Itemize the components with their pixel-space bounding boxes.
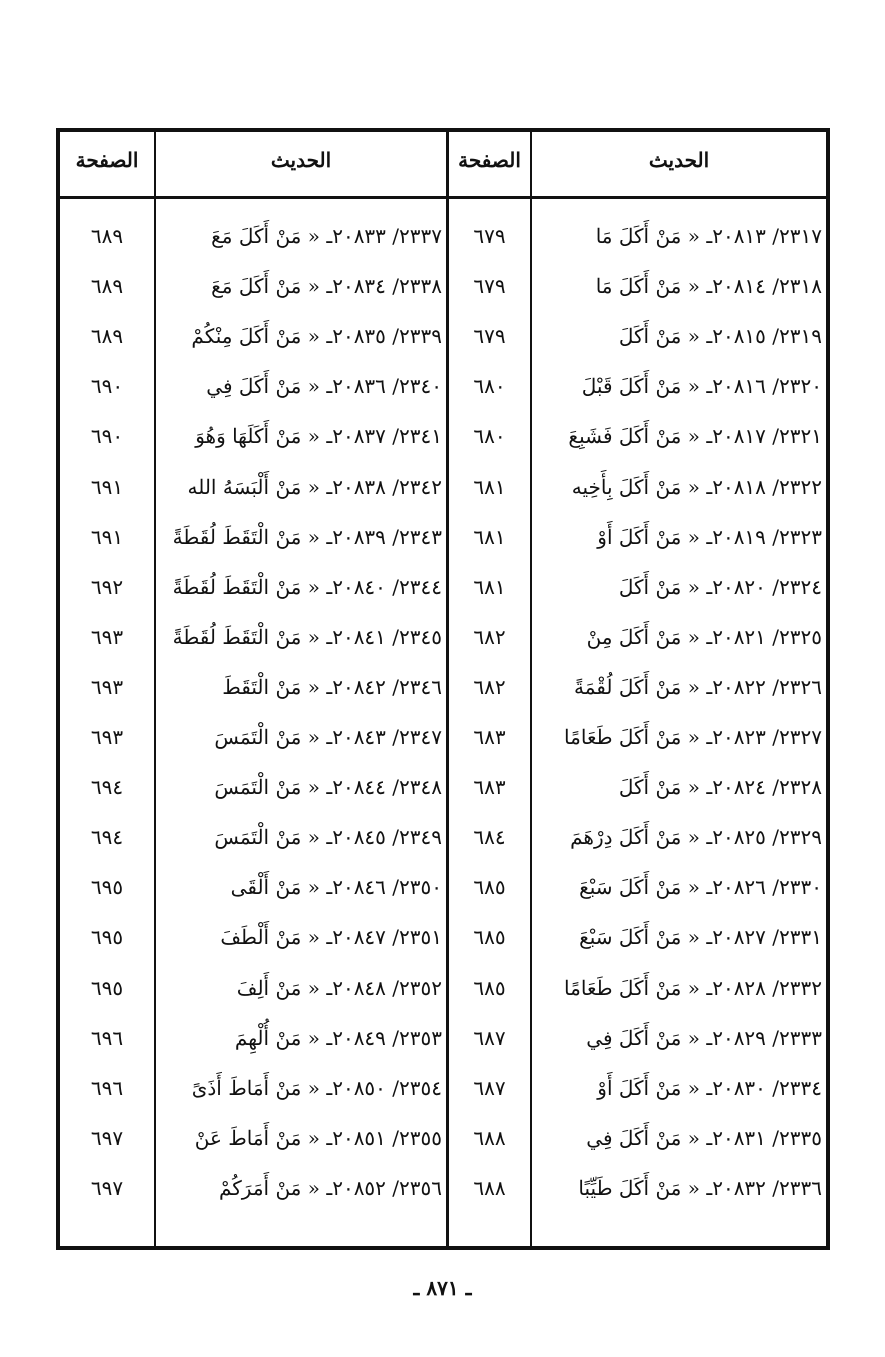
hadith-right-cell: ٢٣٢٣/ ٢٠٨١٩ـ « مَنْ أَكَلَ أَوْ [597,524,822,549]
hadith-left-cell: ٢٣٤٩/ ٢٠٨٤٥ـ « مَنْ الْتَمَسَ [214,825,442,850]
index-table [56,128,830,1250]
page-right-cell: ٦٨١ [473,474,506,499]
page-right-cell: ٦٧٩ [473,274,506,299]
table-row [60,1168,826,1208]
table-row [60,817,826,857]
header-page-right: الصفحة [458,148,521,172]
table-row [60,1018,826,1058]
hadith-right-cell: ٢٣١٩/ ٢٠٨١٥ـ « مَنْ أَكَلَ [618,324,822,349]
hadith-right-cell: ٢٣٣٣/ ٢٠٨٢٩ـ « مَنْ أَكَلَ فِي [586,1025,822,1050]
page-left-cell: ٦٩٣ [90,674,124,699]
page-left-cell: ٦٩٤ [90,825,124,850]
hadith-right-cell: ٢٣٣٦/ ٢٠٨٣٢ـ « مَنْ أَكَلَ طَيِّبًا [578,1175,822,1200]
page-left-cell: ٦٨٩ [90,324,124,349]
table-row [60,1118,826,1158]
page-left-cell: ٦٩٧ [90,1125,124,1150]
hadith-right-cell: ٢٣٣٢/ ٢٠٨٢٨ـ « مَنْ أَكَلَ طَعَامًا [564,975,822,1000]
hadith-left-cell: ٢٣٤٨/ ٢٠٨٤٤ـ « مَنْ الْتَمَسَ [214,775,442,800]
page-left-cell: ٦٩٧ [90,1175,124,1200]
table-row [60,467,826,507]
page-right-cell: ٦٨٢ [473,674,506,699]
hadith-left-cell: ٢٣٤١/ ٢٠٨٣٧ـ « مَنْ أَكَلَهَا وَهُوَ [195,424,442,449]
page-left-cell: ٦٨٩ [90,224,124,248]
hadith-left-cell: ٢٣٤٦/ ٢٠٨٤٢ـ « مَنْ الْتَقَطَ [222,674,442,699]
hadith-left-cell: ٢٣٤٧/ ٢٠٨٤٣ـ « مَنْ الْتَمَسَ [214,725,442,749]
page-right-cell: ٦٨٣ [473,775,506,800]
hadith-left-cell: ٢٣٣٨/ ٢٠٨٣٤ـ « مَنْ أَكَلَ مَعَ [211,274,442,299]
hadith-left-cell: ٢٣٤٢/ ٢٠٨٣٨ـ « مَنْ أَلْبَسَهُ الله [187,474,442,499]
table-row [60,416,826,456]
page-left-cell: ٦٩٣ [90,624,124,649]
hadith-right-cell: ٢٣٢٠/ ٢٠٨١٦ـ « مَنْ أَكَلَ قَبْلَ [581,374,822,399]
page-right-cell: ٦٨٣ [473,725,506,749]
hadith-left-cell: ٢٣٥١/ ٢٠٨٤٧ـ « مَنْ أَلْطَفَ [220,925,442,950]
table-header [60,132,826,199]
page-right-cell: ٦٨١ [473,524,506,549]
page-right-cell: ٦٨٧ [473,1075,506,1100]
page-right-cell: ٦٨٥ [473,925,506,950]
page-left-cell: ٦٩٢ [90,574,124,599]
hadith-right-cell: ٢٣٢٥/ ٢٠٨٢١ـ « مَنْ أَكَلَ مِنْ [586,624,822,649]
page-left-cell: ٦٩٦ [90,1075,124,1100]
hadith-left-cell: ٢٣٤٣/ ٢٠٨٣٩ـ « مَنْ الْتَقَطَ لُقَطَةً [172,524,442,549]
table-row [60,717,826,757]
page-right-cell: ٦٨٠ [473,374,506,399]
page-right-cell: ٦٨٥ [473,875,506,900]
hadith-right-cell: ٢٣٢٢/ ٢٠٨١٨ـ « مَنْ أَكَلَ بِأَخِيه [571,474,822,499]
hadith-left-cell: ٢٣٤٤/ ٢٠٨٤٠ـ « مَنْ الْتَقَطَ لُقَطَةً [172,574,442,599]
hadith-right-cell: ٢٣٢٦/ ٢٠٨٢٢ـ « مَنْ أَكَلَ لُقْمَةً [574,674,822,699]
page-number: ـ ٨٧١ ـ [413,1276,472,1300]
table-row [60,667,826,707]
page-left-cell: ٦٩٤ [90,775,124,800]
table-row [60,316,826,356]
page-right-cell: ٦٧٩ [473,224,506,248]
page-right-cell: ٦٧٩ [473,324,506,349]
hadith-left-cell: ٢٣٥٠/ ٢٠٨٤٦ـ « مَنْ أَلْقَى [230,875,442,900]
hadith-left-cell: ٢٣٥٤/ ٢٠٨٥٠ـ « مَنْ أَمَاطَ أَذَىً [191,1075,442,1100]
hadith-right-cell: ٢٣٣٥/ ٢٠٨٣١ـ « مَنْ أَكَلَ فِي [586,1125,822,1150]
hadith-left-cell: ٢٣٤٠/ ٢٠٨٣٦ـ « مَنْ أَكَلَ فِي [206,374,442,399]
page-left-cell: ٦٨٩ [90,274,124,299]
hadith-left-cell: ٢٣٥٦/ ٢٠٨٥٢ـ « مَنْ أَمَرَكُمْ [218,1175,442,1200]
hadith-right-cell: ٢٣٢٨/ ٢٠٨٢٤ـ « مَنْ أَكَلَ [618,775,822,800]
page-left-cell: ٦٩٠ [90,424,124,449]
hadith-right-cell: ٢٣٢١/ ٢٠٨١٧ـ « مَنْ أَكَلَ فَشَبِعَ [568,424,822,449]
page-right-cell: ٦٨٥ [473,975,506,1000]
page-right-cell: ٦٨٠ [473,424,506,449]
header-hadith-right: الحديث [648,148,710,172]
page-right-cell: ٦٨٢ [473,624,506,649]
hadith-right-cell: ٢٣٢٤/ ٢٠٨٢٠ـ « مَنْ أَكَلَ [618,574,822,599]
hadith-right-cell: ٢٣٢٩/ ٢٠٨٢٥ـ « مَنْ أَكَلَ دِرْهَمَ [570,825,822,850]
page-left-cell: ٦٩٥ [90,975,124,1000]
table-row [60,917,826,957]
page-left-cell: ٦٩٦ [90,1025,124,1050]
page-left-cell: ٦٩٣ [90,725,124,749]
page-right-cell: ٦٨١ [473,574,506,599]
hadith-right-cell: ٢٣٣١/ ٢٠٨٢٧ـ « مَنْ أَكَلَ سَبْعَ [579,925,822,950]
hadith-right-cell: ٢٣١٧/ ٢٠٨١٣ـ « مَنْ أَكَلَ مَا [595,224,822,248]
header-hadith-left: الحديث [270,148,332,172]
hadith-left-cell: ٢٣٥٣/ ٢٠٨٤٩ـ « مَنْ أُلْهِمَ [234,1025,442,1050]
table-row [60,767,826,807]
hadith-right-cell: ٢٣٣٤/ ٢٠٨٣٠ـ « مَنْ أَكَلَ أَوْ [597,1075,822,1100]
hadith-left-cell: ٢٣٤٥/ ٢٠٨٤١ـ « مَنْ الْتَقَطَ لُقَطَةً [172,624,442,649]
hadith-left-cell: ٢٣٥٥/ ٢٠٨٥١ـ « مَنْ أَمَاطَ عَنْ [194,1125,442,1150]
table-row [60,366,826,406]
hadith-right-cell: ٢٣٣٠/ ٢٠٨٢٦ـ « مَنْ أَكَلَ سَبْعَ [579,875,822,900]
page-left-cell: ٦٩١ [90,524,124,549]
hadith-right-cell: ٢٣١٨/ ٢٠٨١٤ـ « مَنْ أَكَلَ مَا [595,274,822,299]
table-row [60,968,826,1008]
table-row [60,617,826,657]
table-row [60,216,826,256]
table-row [60,567,826,607]
header-page-left: الصفحة [75,148,139,172]
page-left-cell: ٦٩٠ [90,374,124,399]
hadith-right-cell: ٢٣٢٧/ ٢٠٨٢٣ـ « مَنْ أَكَلَ طَعَامًا [564,725,822,749]
hadith-left-cell: ٢٣٥٢/ ٢٠٨٤٨ـ « مَنْ أَلِفَ [236,975,442,1000]
page-right-cell: ٦٨٨ [473,1125,506,1150]
page-right-cell: ٦٨٧ [473,1025,506,1050]
page-left-cell: ٦٩٥ [90,875,124,900]
hadith-left-cell: ٢٣٣٧/ ٢٠٨٣٣ـ « مَنْ أَكَلَ مَعَ [211,224,442,248]
hadith-left-cell: ٢٣٣٩/ ٢٠٨٣٥ـ « مَنْ أَكَلَ مِنْكُمْ [191,324,442,349]
table-row [60,266,826,306]
table-row [60,867,826,907]
page-left-cell: ٦٩١ [90,474,124,499]
table-row [60,1068,826,1108]
table-row [60,517,826,557]
page-left-cell: ٦٩٥ [90,925,124,950]
page-right-cell: ٦٨٤ [473,825,506,850]
page-right-cell: ٦٨٨ [473,1175,506,1200]
